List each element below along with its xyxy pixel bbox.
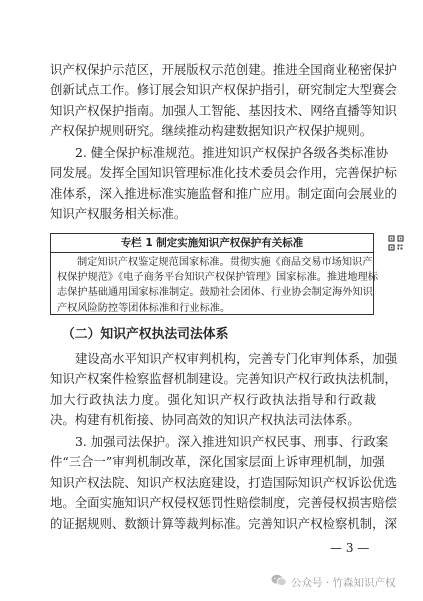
text-line: 创新试点工作。修订展会知识产权保护指引，研究制定大型赛会 <box>50 82 397 98</box>
column-box <box>50 233 378 315</box>
column-box-body <box>51 253 378 316</box>
text-line: 识产权保护示范区，开展版权示范创建。推进全国商业秘密保护 <box>50 62 397 77</box>
text-line: 知识产权案件检察监督机制建设。完善知识产权行政执法机制， <box>50 371 397 387</box>
text-line: 知识产权法院、知识产权法庭建设，打造国际知识产权诉讼优选 <box>50 474 397 490</box>
paragraph-1 <box>50 60 397 142</box>
qr-scan-icon[interactable] <box>386 233 406 253</box>
page-number: — 3 — <box>330 541 370 555</box>
text-line: 志保护基础通用国家标准制定。鼓励社会团体、行业协会制定海外知识 <box>57 287 373 299</box>
text-line: 知识产权服务相关标准。 <box>50 206 187 222</box>
text-line: 件“三合一”审判机制改革，深化国家层面上诉审理机制，加强 <box>50 454 385 470</box>
section-heading: （二）知识产权执法司法体系 <box>62 327 229 342</box>
text-line: 制定知识产权鉴定规范国家标准。贯彻实施《商品交易市场知识产 <box>77 257 373 268</box>
text-line: 产权保护规则研究。继续推动构建数据知识产权保护规则。 <box>50 123 373 139</box>
text-line: 产权风险防控等团体标准和行业标准。 <box>57 302 231 314</box>
text-line: 准体系，深入推进标准实施监督和推广应用。制定面向会展业的 <box>50 185 397 201</box>
text-line: 建设高水平知识产权审判机构，完善专门化审判体系，加强 <box>75 351 398 366</box>
text-line: 加大行政执法力度。强化知识产权行政执法指导和行政裁 <box>50 391 376 407</box>
watermark-text: 公众号 · 竹森知识产权 <box>291 576 396 589</box>
text-line: 2. 健全保护标准规范。推进知识产权保护各级各类标准协 <box>75 145 389 160</box>
text-line: 3. 加强司法保护。深入推进知识产权民事、刑事、行政案 <box>75 434 389 449</box>
text-line: 同发展。发挥全国知识管理标准化技术委员会作用，完善保护标 <box>50 165 397 181</box>
wechat-icon <box>271 574 287 590</box>
paragraph-4 <box>50 432 397 534</box>
text-line: 地。全面实施知识产权侵权惩罚性赔偿制度，完善侵权损害赔偿 <box>50 495 397 511</box>
paragraph-3 <box>50 349 398 431</box>
text-line: 权保护规范》《电子商务平台知识产权保护管理》国家标准。推进地理标 <box>57 272 378 284</box>
column-box-title: 专栏 1 制定实施知识产权保护有关标准 <box>51 234 373 253</box>
paragraph-2 <box>50 143 397 225</box>
watermark <box>271 573 396 591</box>
text-line: 的证据规则、数额计算等裁判标准。完善知识产权检察机制，深 <box>50 515 397 531</box>
text-line: 知识产权保护指南。加强人工智能、基因技术、网络直播等知识 <box>50 102 397 118</box>
text-line: 决。构建有机衔接、协同高效的知识产权执法司法体系。 <box>50 412 360 428</box>
